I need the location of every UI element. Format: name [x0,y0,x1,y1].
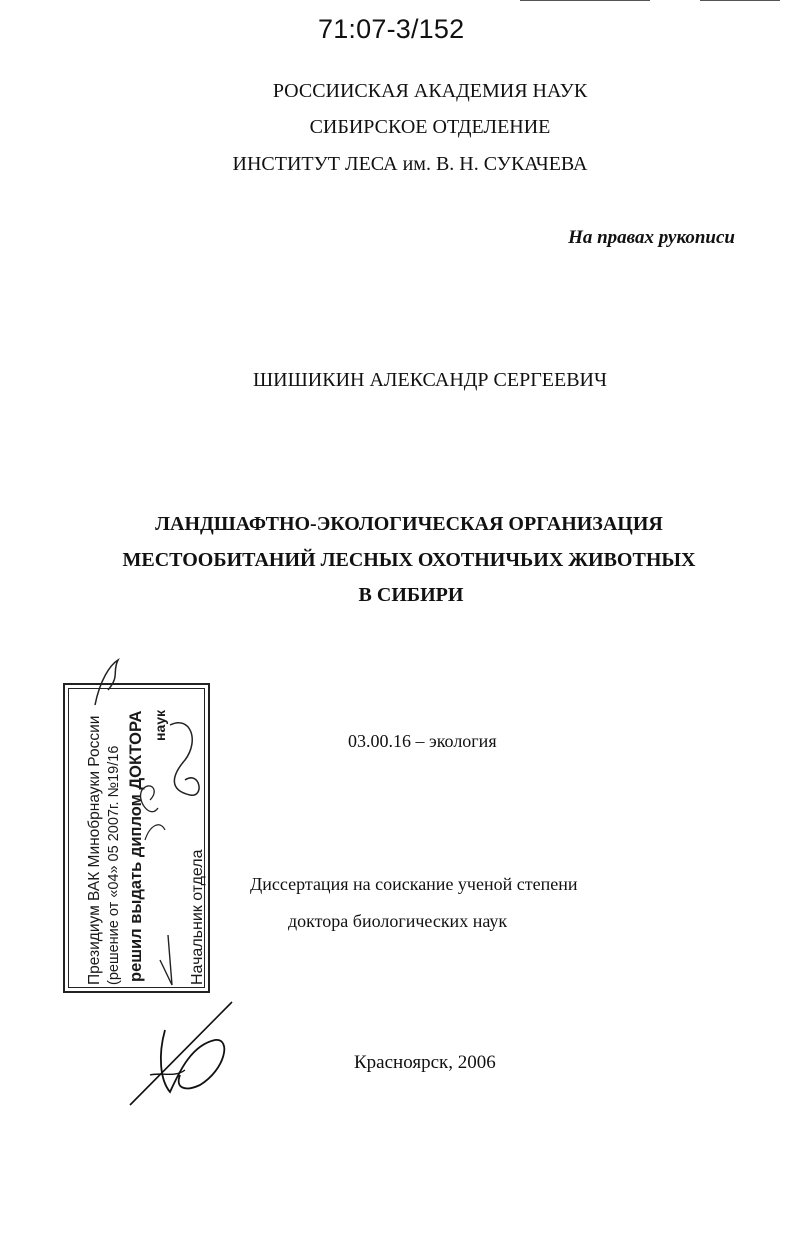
author-name: ШИШИКИН АЛЕКСАНДР СЕРГЕЕВИЧ [253,369,607,391]
stamp-line-5: Начальник отдела [189,849,206,985]
thesis-title-line-3: В СИБИРИ [358,584,464,606]
organization-line-2: СИБИРСКОЕ ОТДЕЛЕНИЕ [309,116,551,138]
thesis-title-line-1: ЛАНДШАФТНО-ЭКОЛОГИЧЕСКАЯ ОРГАНИЗАЦИЯ [155,513,663,535]
degree-line-2: доктора биологических наук [288,911,508,931]
organization-line-3: ИНСТИТУТ ЛЕСА им. В. Н. СУКАЧЕВА [232,153,588,175]
organization-line-1: РОССИИСКАЯ АКАДЕМИЯ НАУК [272,80,588,102]
manuscript-rights-note: На правах рукописи [568,227,735,248]
city-year: Красноярск, 2006 [354,1052,496,1073]
thesis-title-line-2: МЕСТООБИТАНИЙ ЛЕСНЫХ ОХОТНИЧЬИХ ЖИВОТНЫХ [122,549,696,571]
stamp-line-2: (решение от «04» 05 2007г. №19/16 [106,745,122,985]
stamp-line-4: наук [152,709,168,741]
stamp-line-1: Президиум ВАК Минобрнауки России [86,715,103,985]
document-code: 71:07-3/152 [318,14,465,44]
stamp-line-3: решил выдать диплом ДОКТОРА [127,710,145,982]
degree-line-1: Диссертация на соискание ученой степени [250,874,578,894]
specialty-code: 03.00.16 – экология [348,731,497,751]
